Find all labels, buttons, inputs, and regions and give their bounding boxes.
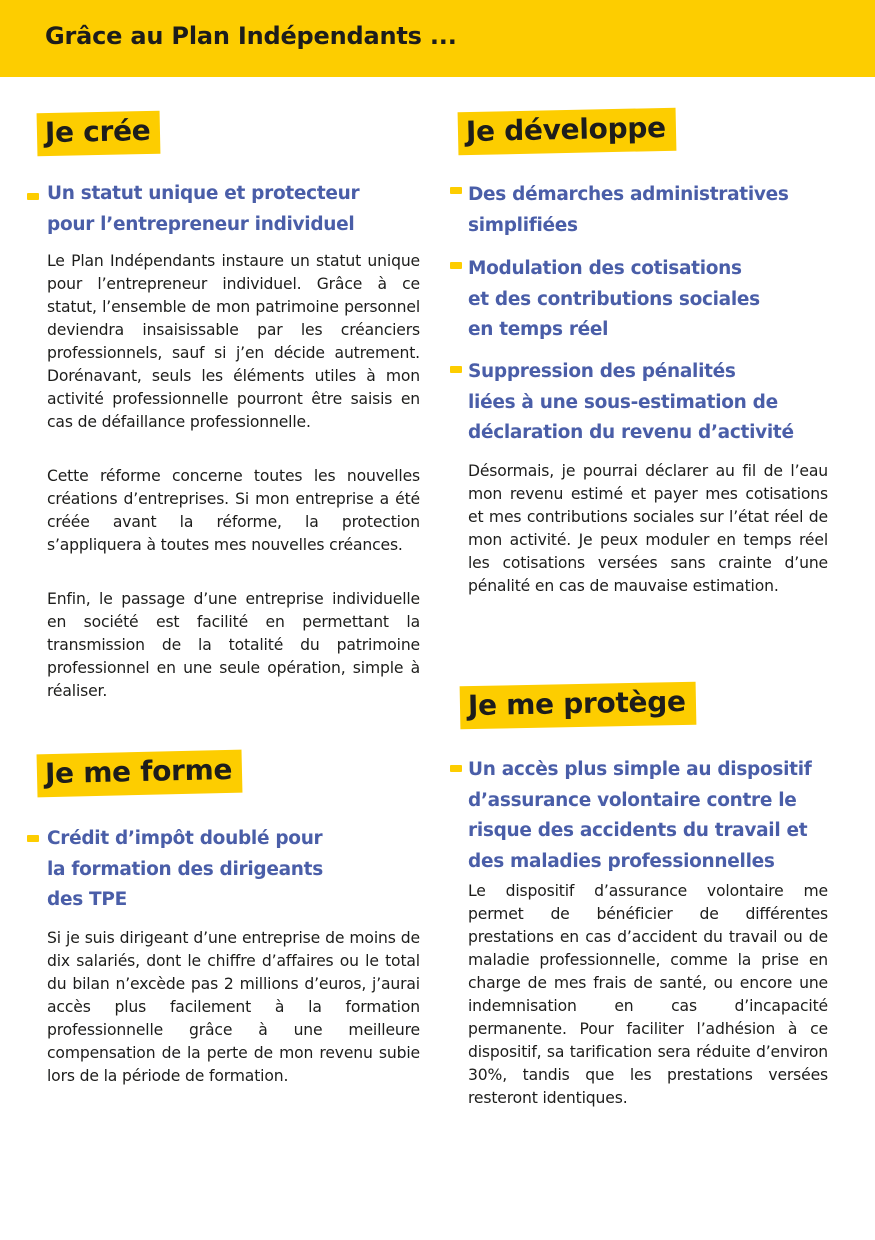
header-banner <box>0 0 875 77</box>
item-paragraph: Désormais, je pourrai déclarer au fil de l’eau mon revenu estimé et payer mes cotisations et mes contributions sociales sur l’état réel de mon activité. Je peux moduler en temps réel les cotisations versées sans crainte d’une pénalité en cas de mauvaise estimation. <box>468 462 828 595</box>
page-title: Grâce au Plan Indépendants ... <box>45 22 457 50</box>
section-title-wrapper <box>37 750 243 798</box>
item-heading: Crédit d’impôt doublé pour la formation des dirigeants des TPE <box>47 828 323 910</box>
section-title-wrapper <box>37 111 161 157</box>
section-title-je-cree: Je crée <box>37 111 161 157</box>
section-title-wrapper <box>458 108 677 156</box>
bullet-icon <box>450 366 462 373</box>
section-title-wrapper <box>460 682 696 730</box>
section-title-je-developpe: Je développe <box>458 108 677 156</box>
item-paragraph: Enfin, le passage d’une entreprise individuelle en société est facilité en permettant la transmission de la totalité du patrimoine professionnel en une seule opération, simple à réaliser. <box>47 590 420 700</box>
bullet-icon <box>450 187 462 194</box>
item-heading: Un accès plus simple au dispositif d’assurance volontaire contre le risque des accidents du travail et des maladies professionnelles <box>468 759 812 872</box>
item-paragraph: Cette réforme concerne toutes les nouvelles créations d’entreprises. Si mon entreprise a été créée avant la réforme, la protection s’appliquera à toutes mes nouvelles créances. <box>47 467 420 554</box>
bullet-icon <box>450 765 462 772</box>
item-heading: Suppression des pénalités liées à une sous-estimation de déclaration du revenu d’activité <box>468 361 794 443</box>
item-heading: Des démarches administratives simplifiées <box>468 184 789 236</box>
bullet-icon <box>27 835 39 842</box>
item-heading: Modulation des cotisations et des contributions sociales en temps réel <box>468 258 760 340</box>
bullet-icon <box>27 193 39 200</box>
bullet-icon <box>450 262 462 269</box>
item-heading: Un statut unique et protecteur pour l’entrepreneur individuel <box>47 183 360 235</box>
section-title-je-me-forme: Je me forme <box>37 750 243 798</box>
section-title-je-me-protege: Je me protège <box>460 682 696 730</box>
item-paragraph: Si je suis dirigeant d’une entreprise de moins de dix salariés, dont le chiffre d’affaires ou le total du bilan n’excède pas 2 millions d’euros, j’aurai accès plus facilement à la formation professionnelle grâce à une meilleure compensation de la perte de mon revenu subie lors de la période de formation. <box>47 929 420 1085</box>
item-paragraph: Le dispositif d’assurance volontaire me permet de bénéficier de différentes prestations en cas d’accident du travail ou de maladie professionnelle, comme la prise en charge de mes frais de santé, ou encore une indemnisation en cas d’incapacité permanente. Pour faciliter l’adhésion à ce dispositif, sa tarification sera réduite d’environ 30%, tandis que les prestations versées resteront identiques. <box>468 882 828 1107</box>
item-paragraph: Le Plan Indépendants instaure un statut unique pour l’entrepreneur individuel. Grâce à ce statut, l’ensemble de mon patrimoine personnel deviendra insaisissable par les créanciers professionnels, sauf si j’en décide autrement. Dorénavant, seuls les éléments utiles à mon activité professionnelle pourront être saisis en cas de défaillance professionnelle. <box>47 252 420 431</box>
